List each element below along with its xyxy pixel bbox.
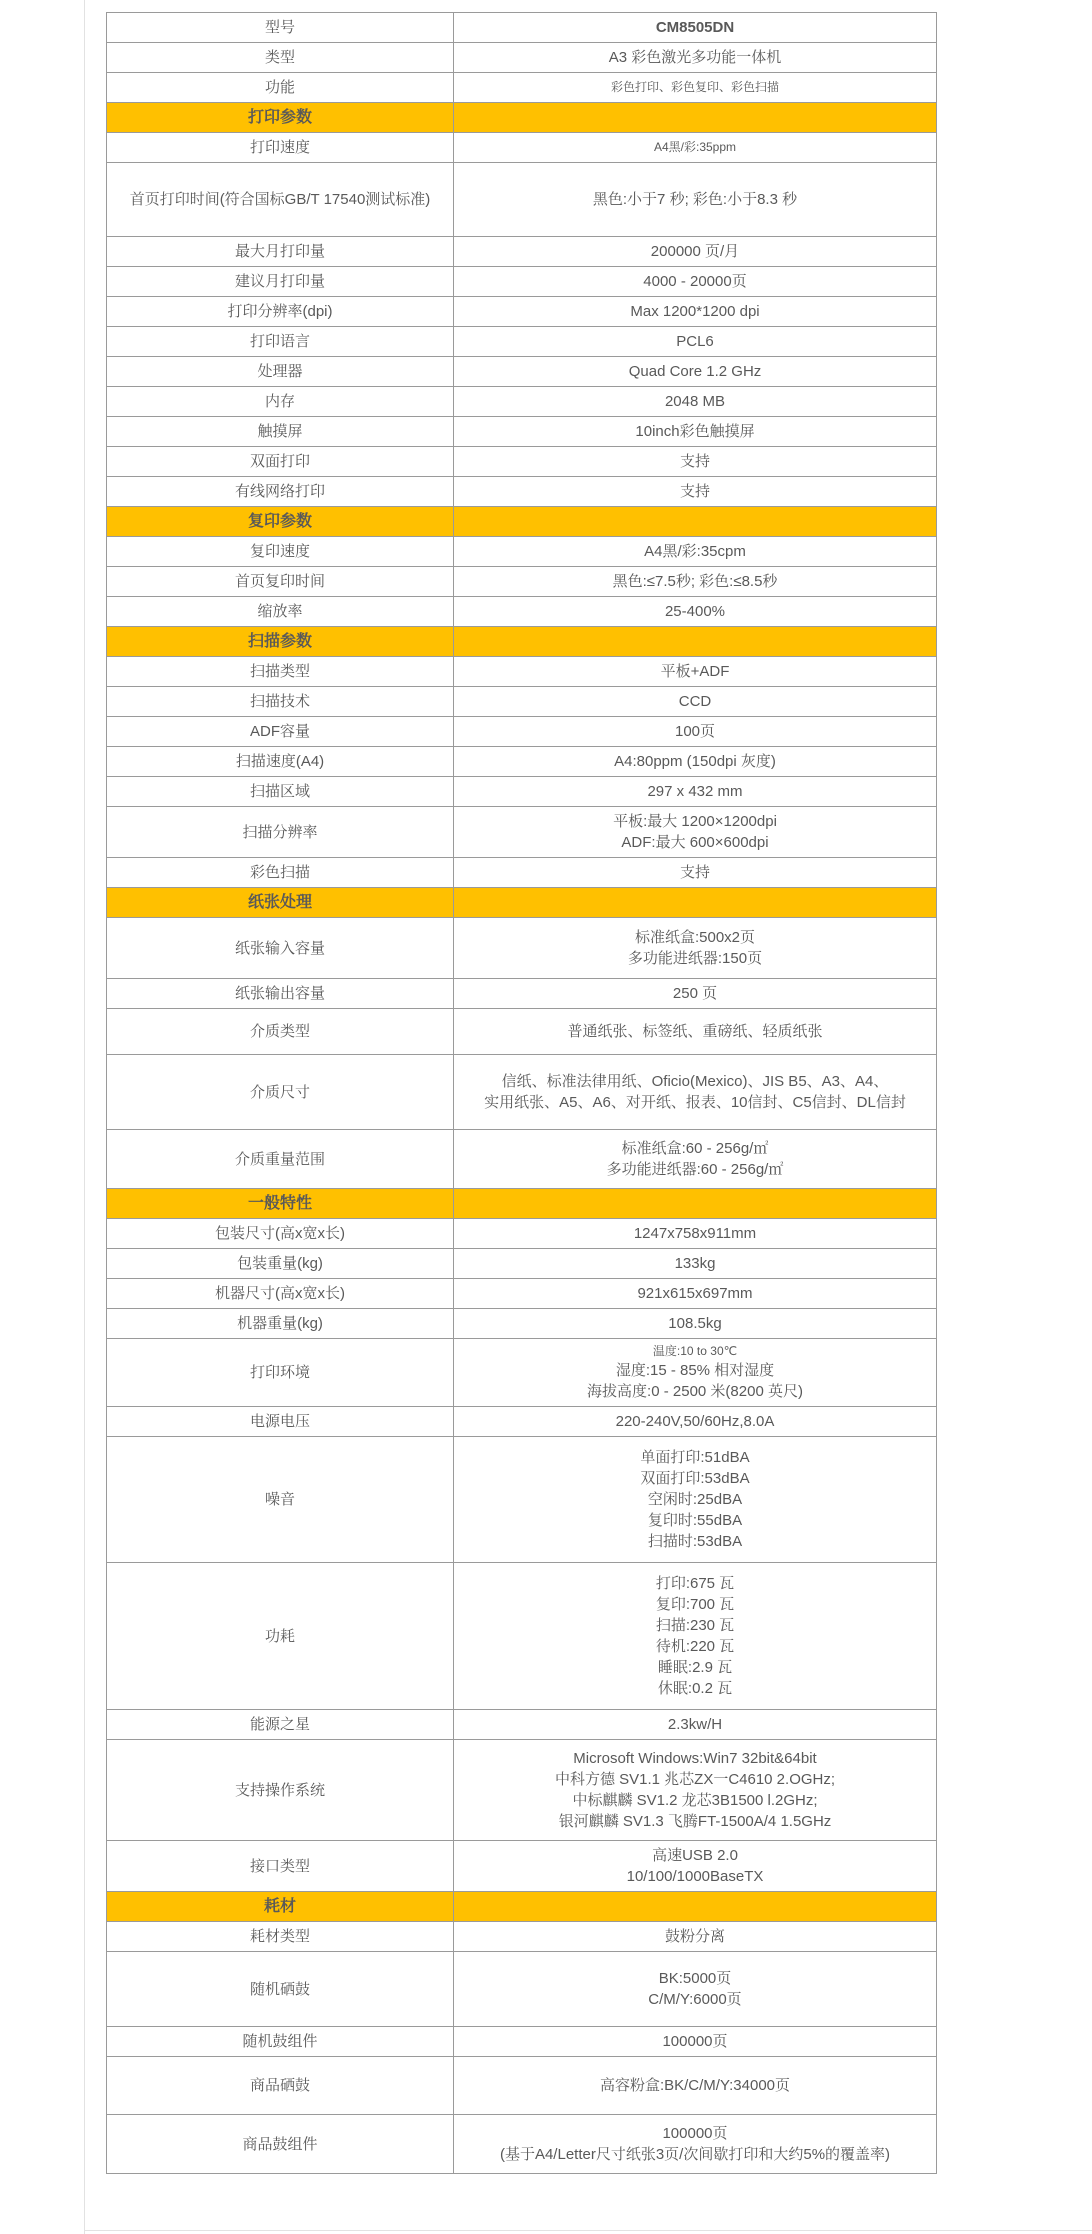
spec-row — [107, 1841, 937, 1892]
spec-row — [107, 13, 937, 43]
spec-row — [107, 567, 937, 597]
spec-label: ADF容量 — [107, 717, 454, 747]
spec-row — [107, 657, 937, 687]
section-header-label: 纸张处理 — [107, 888, 454, 918]
spec-value-line: 黑色:≤7.5秒; 彩色:≤8.5秒 — [612, 573, 778, 590]
spec-label: 首页打印时间(符合国标GB/T 17540测试标准) — [107, 163, 454, 237]
spec-value — [454, 1952, 937, 2027]
spec-value-line: 标准纸盒:60 - 256g/㎡ — [621, 1140, 769, 1157]
spec-value — [454, 657, 937, 687]
spec-value-line: 平板:最大 1200×1200dpi — [613, 813, 777, 830]
spec-value-line: 睡眠:2.9 瓦 — [657, 1659, 733, 1676]
spec-label: 处理器 — [107, 357, 454, 387]
spec-value-line: 133kg — [674, 1255, 716, 1272]
spec-value — [454, 1009, 937, 1055]
spec-value — [454, 1740, 937, 1841]
spec-label: 功耗 — [107, 1563, 454, 1710]
spec-row — [107, 1309, 937, 1339]
spec-value — [454, 1841, 937, 1892]
spec-value-line: CM8505DN — [655, 19, 735, 36]
spec-label: 商品鼓组件 — [107, 2115, 454, 2174]
spec-label: 有线网络打印 — [107, 477, 454, 507]
spec-value — [454, 1710, 937, 1740]
spec-row — [107, 979, 937, 1009]
spec-label: 介质重量范围 — [107, 1130, 454, 1189]
spec-value-line: BK:5000页 — [658, 1970, 732, 1987]
spec-value-line: A4黑/彩:35ppm — [653, 140, 737, 154]
spec-value — [454, 807, 937, 858]
spec-label: 机器尺寸(高x宽x长) — [107, 1279, 454, 1309]
section-header-spacer — [454, 507, 937, 537]
spec-row — [107, 2057, 937, 2115]
spec-value — [454, 567, 937, 597]
spec-value-line: 921x615x697mm — [637, 1285, 753, 1302]
spec-label: 纸张输出容量 — [107, 979, 454, 1009]
spec-label: 耗材类型 — [107, 1922, 454, 1952]
spec-value-line: 信纸、标准法律用纸、Oficio(Mexico)、JIS B5、A3、A4、 — [501, 1073, 889, 1090]
spec-row — [107, 1249, 937, 1279]
spec-row — [107, 2027, 937, 2057]
spec-row — [107, 73, 937, 103]
spec-value-line: 25-400% — [664, 603, 726, 620]
spec-value — [454, 1339, 937, 1407]
spec-value-line: 10/100/1000BaseTX — [626, 1868, 764, 1885]
spec-label: 复印速度 — [107, 537, 454, 567]
spec-label: 打印环境 — [107, 1339, 454, 1407]
spec-row — [107, 918, 937, 979]
section-row — [107, 507, 937, 537]
page-bottom-border — [84, 2230, 1092, 2231]
spec-value-line: 普通纸张、标签纸、重磅纸、轻质纸张 — [567, 1023, 823, 1040]
spec-value-line: 100000页 — [662, 2033, 728, 2050]
spec-row — [107, 1922, 937, 1952]
spec-label: 功能 — [107, 73, 454, 103]
spec-value-line: 彩色打印、彩色复印、彩色扫描 — [610, 80, 779, 94]
spec-label: 型号 — [107, 13, 454, 43]
spec-value-line: PCL6 — [676, 333, 714, 350]
spec-row — [107, 1219, 937, 1249]
spec-value — [454, 327, 937, 357]
spec-label: 扫描类型 — [107, 657, 454, 687]
section-row — [107, 103, 937, 133]
spec-value-line: 温度:10 to 30℃ — [652, 1344, 738, 1358]
spec-value-line: 高速USB 2.0 — [652, 1847, 738, 1864]
spec-value-line: 双面打印:53dBA — [640, 1470, 750, 1487]
section-row — [107, 1189, 937, 1219]
spec-value — [454, 687, 937, 717]
spec-value-line: 4000 - 20000页 — [643, 273, 747, 290]
section-header-spacer — [454, 103, 937, 133]
spec-label: 随机硒鼓 — [107, 1952, 454, 2027]
spec-value — [454, 1437, 937, 1563]
spec-label: 扫描技术 — [107, 687, 454, 717]
spec-row — [107, 1339, 937, 1407]
spec-row — [107, 133, 937, 163]
spec-label: 打印分辨率(dpi) — [107, 297, 454, 327]
spec-value-line: 扫描时:53dBA — [647, 1533, 743, 1550]
spec-label: 能源之星 — [107, 1710, 454, 1740]
spec-label: 触摸屏 — [107, 417, 454, 447]
spec-value — [454, 717, 937, 747]
spec-value — [454, 417, 937, 447]
section-row — [107, 888, 937, 918]
spec-label: 商品硒鼓 — [107, 2057, 454, 2115]
spec-value-line: C/M/Y:6000页 — [648, 1991, 742, 2008]
section-row — [107, 627, 937, 657]
spec-value-line: 2048 MB — [664, 393, 726, 410]
section-header-spacer — [454, 627, 937, 657]
spec-row — [107, 267, 937, 297]
spec-value-line: 标准纸盒:500x2页 — [634, 929, 756, 946]
spec-value-line: 支持 — [679, 453, 710, 470]
spec-value-line: 黑色:小于7 秒; 彩色:小于8.3 秒 — [592, 191, 798, 208]
spec-value — [454, 1309, 937, 1339]
spec-row — [107, 1009, 937, 1055]
spec-value-line: 100页 — [674, 723, 716, 740]
spec-value — [454, 133, 937, 163]
spec-label: 接口类型 — [107, 1841, 454, 1892]
spec-value-line: 复印:700 瓦 — [655, 1596, 735, 1613]
spec-value-line: 中科方德 SV1.1 兆芯ZX一C4610 2.OGHz; — [554, 1771, 836, 1788]
spec-value-line: A4:80ppm (150dpi 灰度) — [614, 753, 776, 770]
spec-label: 包装重量(kg) — [107, 1249, 454, 1279]
spec-value — [454, 747, 937, 777]
spec-row — [107, 537, 937, 567]
section-header-spacer — [454, 888, 937, 918]
spec-value — [454, 979, 937, 1009]
spec-label: 打印速度 — [107, 133, 454, 163]
spec-value-line: 湿度:15 - 85% 相对湿度 — [615, 1362, 775, 1379]
spec-row — [107, 1407, 937, 1437]
section-header-label: 耗材 — [107, 1892, 454, 1922]
spec-value — [454, 918, 937, 979]
spec-value — [454, 1130, 937, 1189]
spec-label: 介质类型 — [107, 1009, 454, 1055]
spec-label: 随机鼓组件 — [107, 2027, 454, 2057]
section-header-spacer — [454, 1892, 937, 1922]
section-header-label: 一般特性 — [107, 1189, 454, 1219]
spec-row — [107, 858, 937, 888]
spec-value — [454, 2027, 937, 2057]
spec-row — [107, 747, 937, 777]
page-left-border — [84, 0, 85, 2234]
spec-value-line: A4黑/彩:35cpm — [644, 543, 746, 560]
spec-value — [454, 1563, 937, 1710]
spec-value — [454, 1055, 937, 1130]
spec-label: 双面打印 — [107, 447, 454, 477]
spec-value-line: 鼓粉分离 — [664, 1928, 725, 1945]
spec-value-line: 空闲时:25dBA — [647, 1491, 743, 1508]
spec-row — [107, 1055, 937, 1130]
spec-value-line: 多功能进纸器:60 - 256g/㎡ — [606, 1161, 784, 1178]
spec-row — [107, 1130, 937, 1189]
spec-row — [107, 417, 937, 447]
spec-row — [107, 477, 937, 507]
spec-label: 建议月打印量 — [107, 267, 454, 297]
spec-row — [107, 777, 937, 807]
spec-row — [107, 597, 937, 627]
spec-row — [107, 687, 937, 717]
spec-row — [107, 1563, 937, 1710]
spec-value-line: 支持 — [679, 864, 710, 881]
spec-value-line: 扫描:230 瓦 — [655, 1617, 735, 1634]
spec-value-line: 单面打印:51dBA — [640, 1449, 750, 1466]
spec-row — [107, 717, 937, 747]
spec-value-line: 中标麒麟 SV1.2 龙芯3B1500 l.2GHz; — [572, 1792, 818, 1809]
spec-value — [454, 43, 937, 73]
spec-row — [107, 2115, 937, 2174]
spec-value — [454, 2115, 937, 2174]
spec-row — [107, 43, 937, 73]
spec-label: 打印语言 — [107, 327, 454, 357]
spec-value-line: (基于A4/Letter尺寸纸张3页/次间歇打印和大约5%的覆盖率) — [499, 2146, 891, 2163]
spec-row — [107, 1437, 937, 1563]
spec-value — [454, 1249, 937, 1279]
spec-value — [454, 13, 937, 43]
spec-row — [107, 297, 937, 327]
spec-value-line: 220-240V,50/60Hz,8.0A — [615, 1413, 775, 1430]
spec-value — [454, 858, 937, 888]
spec-value-line: Quad Core 1.2 GHz — [628, 363, 762, 380]
spec-value — [454, 537, 937, 567]
spec-label: 首页复印时间 — [107, 567, 454, 597]
section-row — [107, 1892, 937, 1922]
spec-row — [107, 1710, 937, 1740]
spec-label: 介质尺寸 — [107, 1055, 454, 1130]
printer-spec-table — [106, 12, 937, 2174]
spec-value — [454, 2057, 937, 2115]
spec-label: 机器重量(kg) — [107, 1309, 454, 1339]
spec-label: 电源电压 — [107, 1407, 454, 1437]
spec-value — [454, 1279, 937, 1309]
spec-value-line: A3 彩色激光多功能一体机 — [608, 49, 782, 66]
spec-label: 包装尺寸(高x宽x长) — [107, 1219, 454, 1249]
spec-value-line: CCD — [678, 693, 712, 710]
spec-row — [107, 447, 937, 477]
spec-value — [454, 163, 937, 237]
spec-label: 最大月打印量 — [107, 237, 454, 267]
spec-label: 噪音 — [107, 1437, 454, 1563]
spec-value — [454, 297, 937, 327]
spec-table-body — [107, 13, 937, 2174]
spec-value — [454, 267, 937, 297]
spec-value-line: Microsoft Windows:Win7 32bit&64bit — [573, 1750, 817, 1767]
spec-value-line: 待机:220 瓦 — [655, 1638, 735, 1655]
spec-value-line: Max 1200*1200 dpi — [630, 303, 760, 320]
spec-row — [107, 1279, 937, 1309]
section-header-spacer — [454, 1189, 937, 1219]
section-header-label: 复印参数 — [107, 507, 454, 537]
spec-value-line: 海拔高度:0 - 2500 米(8200 英尺) — [587, 1383, 803, 1400]
spec-value-line: 打印:675 瓦 — [655, 1575, 735, 1592]
spec-value-line: 10inch彩色触摸屏 — [635, 423, 755, 440]
spec-value-line: 支持 — [679, 483, 710, 500]
spec-label: 支持操作系统 — [107, 1740, 454, 1841]
spec-value-line: 2.3kw/H — [667, 1716, 723, 1733]
spec-value-line: 多功能进纸器:150页 — [627, 950, 763, 967]
spec-row — [107, 807, 937, 858]
spec-row — [107, 1740, 937, 1841]
spec-value-line: 297 x 432 mm — [647, 783, 743, 800]
spec-value-line: 100000页 — [662, 2125, 728, 2142]
spec-row — [107, 1952, 937, 2027]
spec-label: 彩色扫描 — [107, 858, 454, 888]
spec-value — [454, 447, 937, 477]
spec-label: 内存 — [107, 387, 454, 417]
section-header-label: 打印参数 — [107, 103, 454, 133]
spec-label: 扫描区域 — [107, 777, 454, 807]
spec-row — [107, 163, 937, 237]
spec-value-line: 银河麒麟 SV1.3 飞腾FT-1500A/4 1.5GHz — [558, 1813, 832, 1830]
spec-value — [454, 387, 937, 417]
spec-value — [454, 357, 937, 387]
spec-value — [454, 597, 937, 627]
spec-value — [454, 73, 937, 103]
section-header-label: 扫描参数 — [107, 627, 454, 657]
spec-value-line: 休眠:0.2 瓦 — [657, 1680, 733, 1697]
spec-value-line: 平板+ADF — [660, 663, 730, 680]
spec-row — [107, 387, 937, 417]
spec-label: 纸张输入容量 — [107, 918, 454, 979]
spec-value-line: 250 页 — [672, 985, 718, 1002]
spec-value — [454, 1922, 937, 1952]
spec-value — [454, 237, 937, 267]
spec-value-line: ADF:最大 600×600dpi — [621, 834, 769, 851]
spec-row — [107, 237, 937, 267]
spec-label: 扫描分辨率 — [107, 807, 454, 858]
spec-value — [454, 777, 937, 807]
spec-label: 缩放率 — [107, 597, 454, 627]
spec-value-line: 复印时:55dBA — [647, 1512, 743, 1529]
spec-value-line: 实用纸张、A5、A6、对开纸、报表、10信封、C5信封、DL信封 — [484, 1094, 906, 1111]
spec-value — [454, 477, 937, 507]
spec-value-line: 高容粉盒:BK/C/M/Y:34000页 — [599, 2077, 791, 2094]
spec-value-line: 1247x758x911mm — [633, 1225, 757, 1242]
spec-value — [454, 1219, 937, 1249]
spec-value-line: 200000 页/月 — [650, 243, 740, 260]
spec-value — [454, 1407, 937, 1437]
spec-row — [107, 327, 937, 357]
spec-label: 扫描速度(A4) — [107, 747, 454, 777]
spec-row — [107, 357, 937, 387]
spec-value-line: 108.5kg — [668, 1315, 722, 1332]
spec-label: 类型 — [107, 43, 454, 73]
